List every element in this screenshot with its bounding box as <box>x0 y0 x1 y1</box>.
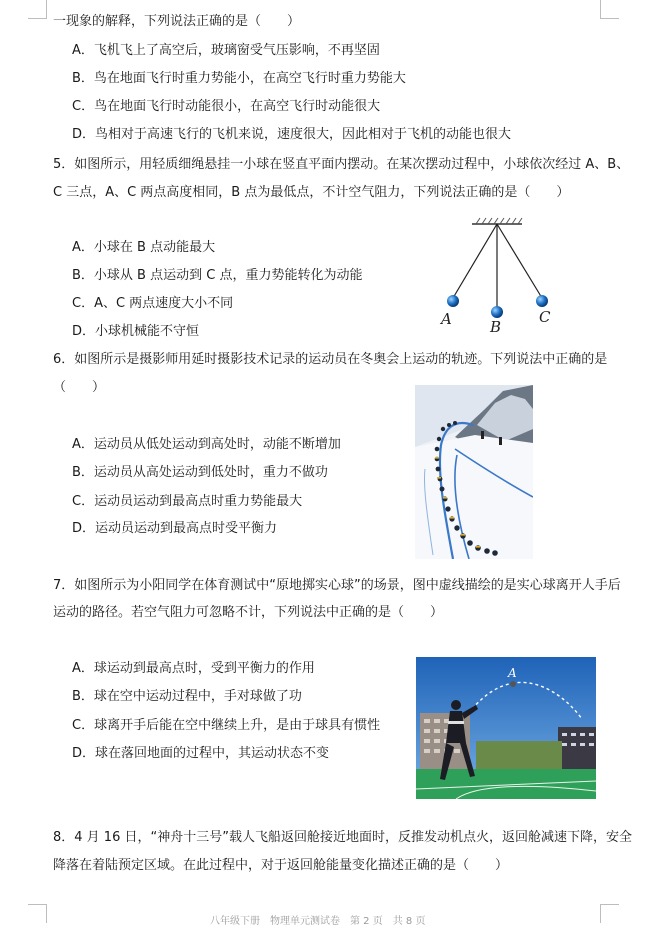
q7-option-d: D．球在落回地面的过程中，其运动状态不变 <box>72 746 330 761</box>
label-a: A <box>441 310 452 328</box>
q7-stem-line-2: 运动的路径。若空气阻力可忽略不计，下列说法中正确的是（ ） <box>53 605 444 620</box>
label-b: B <box>490 318 502 336</box>
ball-c <box>536 295 548 307</box>
crop-mark-top-right <box>600 0 619 19</box>
q7-stem-line-1: 7．如图所示为小阳同学在体育测试中“原地掷实心球”的场景，图中虚线描绘的是实心球离开人手后 <box>53 578 621 593</box>
q4-option-d: D．鸟相对于高速飞行的飞机来说，速度很大，因此相对于飞机的动能也很大 <box>72 127 512 142</box>
q4-option-b: B．鸟在地面飞行时重力势能小，在高空飞行时重力势能大 <box>72 71 406 86</box>
ball-a <box>447 295 459 307</box>
q7-option-b: B．球在空中运动过程中，手对球做了功 <box>72 689 302 704</box>
q5-option-b: B．小球从 B 点运动到 C 点，重力势能转化为动能 <box>72 268 363 283</box>
q6-option-a: A．运动员从低处运动到高处时，动能不断增加 <box>72 437 341 452</box>
shot-put-throw-photo <box>416 657 596 799</box>
q5-option-c: C．A、C 两点速度大小不同 <box>72 296 234 311</box>
q4-option-a: A．飞机飞上了高空后，玻璃窗受气压影响，不再坚固 <box>72 43 380 58</box>
q4-stem-tail: 一现象的解释，下列说法正确的是（ ） <box>53 14 301 29</box>
ski-jump-photo <box>415 385 533 559</box>
label-a: A <box>508 666 517 680</box>
pendulum-figure <box>430 212 570 340</box>
q5-option-d: D．小球机械能不守恒 <box>72 324 200 339</box>
q7-option-c: C．球离开手后能在空中继续上升，是由于球具有惯性 <box>72 718 381 733</box>
q5-option-a: A．小球在 B 点动能最大 <box>72 240 216 255</box>
q5-stem-line-1: 5．如图所示，用轻质细绳悬挂一小球在竖直平面内摆动。在某次摆动过程中，小球依次经过 A、B、 <box>53 157 630 172</box>
ball-b <box>491 306 503 318</box>
q6-stem-line-1: 6．如图所示是摄影师用延时摄影技术记录的运动员在冬奥会上运动的轨迹。下列说法中正确的是 <box>53 352 608 367</box>
q8-stem-line-2: 降落在着陆预定区域。在此过程中，对于返回舱能量变化描述正确的是（ ） <box>53 858 509 873</box>
q4-option-c: C．鸟在地面飞行时动能很小，在高空飞行时动能很大 <box>72 99 381 114</box>
q6-option-b: B．运动员从高处运动到低处时，重力不做功 <box>72 465 328 480</box>
q6-stem-line-2: （ ） <box>53 380 106 395</box>
q8-stem-line-1: 8．4 月 16 日，“神舟十三号”载人飞船返回舱接近地面时，反推发动机点火，返回舱减速下降，安全 <box>53 830 632 845</box>
crop-mark-top-left <box>28 0 47 19</box>
q7-option-a: A．球运动到最高点时，受到平衡力的作用 <box>72 661 315 676</box>
shot-ball <box>510 681 516 687</box>
q6-option-d: D．运动员运动到最高点时受平衡力 <box>72 521 278 536</box>
page-footer: 八年级下册 物理单元测试卷 第 2 页 共 8 页 <box>210 916 426 927</box>
label-c: C <box>539 308 551 326</box>
crop-mark-bottom-left <box>28 904 47 923</box>
q6-option-c: C．运动员运动到最高点时重力势能最大 <box>72 494 303 509</box>
crop-mark-bottom-right <box>600 904 619 923</box>
q5-stem-line-2: C 三点，A、C 两点高度相同，B 点为最低点，不计空气阻力，下列说法正确的是（ ） <box>53 185 570 200</box>
